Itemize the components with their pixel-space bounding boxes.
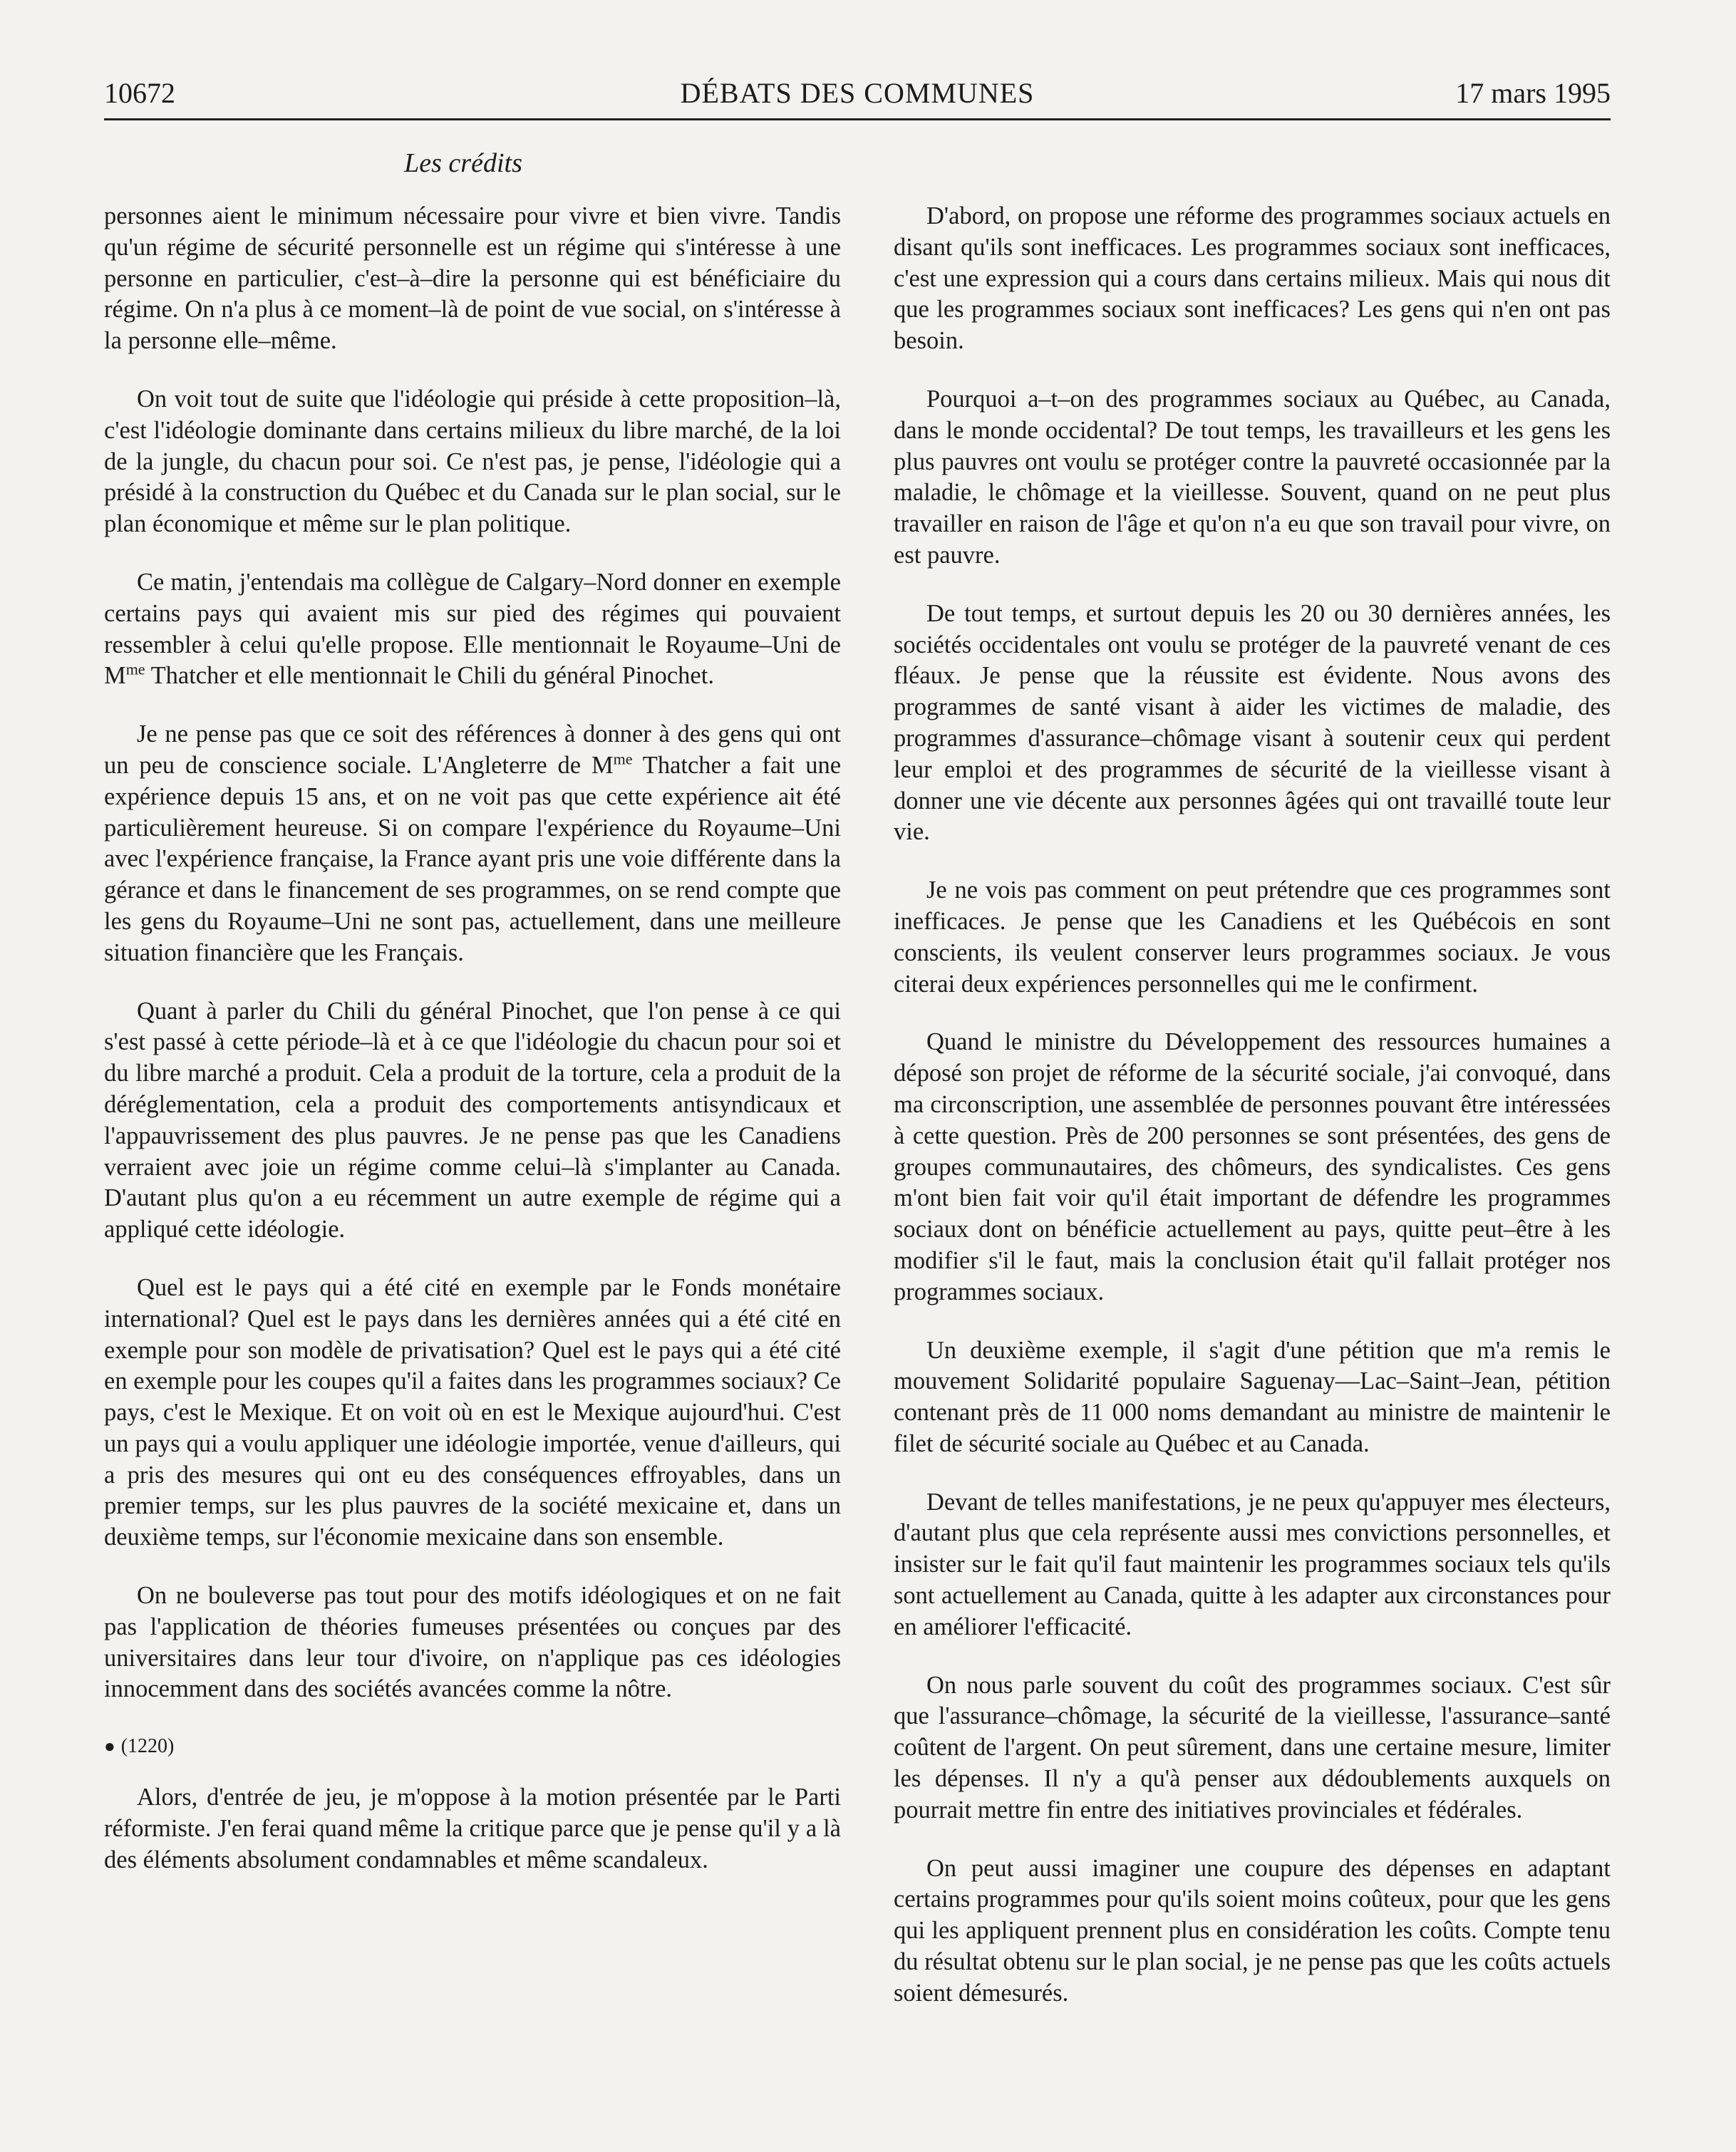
paragraph-text: Thatcher et elle mentionnait le Chili du général Pinochet. bbox=[145, 662, 714, 690]
time-marker bbox=[104, 1732, 841, 1761]
paragraph-text: Ce matin, j'entendais ma collègue de Calgary–Nord donner en exemple certains pays qui avaient mis sur pied des régimes qui pouvaient ressembler à celui qu'elle propose. Elle mentionnait le Royaume–Uni de M bbox=[104, 568, 841, 690]
time-marker-text: (1220) bbox=[120, 1735, 175, 1758]
paragraph: D'abord, on propose une réforme des programmes sociaux actuels en disant qu'ils sont inefficaces. Les programmes sociaux sont inefficaces, c'est une expression qui a cours dans certains milieux. Mais qui nous dit que les programmes sociaux sont inefficaces? Les gens qui n'en ont pas besoin. bbox=[894, 202, 1611, 355]
left-column bbox=[104, 201, 841, 1903]
page-header bbox=[104, 74, 1611, 120]
paragraph: Quel est le pays qui a été cité en exemple par le Fonds monétaire international? Quel est le pays dans les dernières années qui a été cité en exemple pour son modèle de privatisation? Quel est le pays qui a été cité en exemple pour les coupes qu'il a faites dans les programmes sociaux? Ce pays, c'est le Mexique. Et on voit où en est le Mexique aujourd'hui. C'est un pays qui a voulu appliquer une idéologie importée, venue d'ailleurs, qui a pris des mesures qui ont eu des conséquences effroyables, dans un premier temps, sur les plus pauvres de la société mexicaine et, dans un deuxième temps, sur l'économie mexicaine dans son ensemble. bbox=[104, 1273, 841, 1551]
section-title: Les crédits bbox=[404, 148, 522, 178]
right-column bbox=[894, 201, 1611, 2037]
superscript: me bbox=[613, 750, 633, 768]
paragraph: Alors, d'entrée de jeu, je m'oppose à la motion présentée par le Parti réformiste. J'en ferai quand même la critique parce que je pense qu'il y a là des éléments absolument condamnables et même scandaleux. bbox=[104, 1784, 841, 1873]
paragraph: On voit tout de suite que l'idéologie qui préside à cette proposition–là, c'est l'idéologie dominante dans certains milieux du libre marché, de la loi de la jungle, du chacun pour soi. Ce n'est pas, je pense, l'idéologie qui a présidé à la construction du Québec et du Canada sur le plan social, sur le plan économique et même sur le plan politique. bbox=[104, 385, 841, 538]
paragraph-text: Je ne pense pas que ce soit des références à donner à des gens qui ont un peu de conscience sociale. L'Angleterre de M bbox=[104, 720, 841, 779]
publication-title: DÉBATS DES COMMUNES bbox=[680, 77, 1035, 109]
publication-date: 17 mars 1995 bbox=[1455, 77, 1611, 109]
paragraph bbox=[104, 567, 841, 692]
paragraph: Je ne vois pas comment on peut prétendre que ces programmes sont inefficaces. Je pense que les Canadiens et les Québécois en sont conscients, ils veulent conserver leurs programmes sociaux. Je vous citerai deux expériences personnelles qui me le confirment. bbox=[894, 876, 1611, 998]
paragraph: On nous parle souvent du coût des programmes sociaux. C'est sûr que l'assurance–chômage, la sécurité de la vieillesse, l'assurance–santé coûtent de l'argent. On peut sûrement, dans une certaine mesure, limiter les dépenses. Il n'y a qu'à penser aux dédoublements auxquels on pourrait mettre fin entre des initiatives provinciales et fédérales. bbox=[894, 1671, 1611, 1823]
paragraph: Quand le ministre du Développement des ressources humaines a déposé son projet de réforme de la sécurité sociale, j'ai convoqué, dans ma circonscription, une assemblée de personnes pouvant être intéressées à cette question. Près de 200 personnes se sont présentées, des gens de groupes communautaires, des chômeurs, des syndicalistes. Ces gens m'ont bien fait voir qu'il était important de défendre les programmes sociaux dont on bénéficie actuellement au pays, quitte peut–être à les modifier s'il le faut, mais la conclusion était qu'il fallait protéger nos programmes sociaux. bbox=[894, 1028, 1611, 1305]
bullet-icon: ● bbox=[104, 1736, 115, 1757]
superscript: me bbox=[125, 660, 145, 678]
paragraph-text: Thatcher a fait une expérience depuis 15 ans, et on ne voit pas que cette expérience ait été particulièrement heureuse. Si on compare l'expérience du Royaume–Uni avec l'expérience française, la France ayant pris une voie différente dans la gérance et dans le financement de ses programmes, on se rend compte que les gens du Royaume–Uni ne sont pas, actuellement, dans une meilleure situation financière que les Français. bbox=[104, 751, 842, 966]
paragraph: personnes aient le minimum nécessaire pour vivre et bien vivre. Tandis qu'un régime de sécurité personnelle est un régime qui s'intéresse à une personne en particulier, c'est–à–dire la personne qui est bénéficiaire du régime. On n'a plus à ce moment–là de point de vue social, on s'intéresse à la personne elle–même. bbox=[104, 202, 841, 355]
paragraph: On peut aussi imaginer une coupure des dépenses en adaptant certains programmes pour qu'ils soient moins coûteux, pour que les gens qui les appliquent prennent plus en considération les coûts. Compte tenu du résultat obtenu sur le plan social, je ne pense pas que les coûts actuels soient démesurés. bbox=[894, 1854, 1611, 2007]
paragraph: Devant de telles manifestations, je ne peux qu'appuyer mes électeurs, d'autant plus que cela représente aussi mes convictions personnelles, et insister sur le fait qu'il faut maintenir les programmes sociaux tels qu'ils sont actuellement au Canada, quitte à les adapter aux circonstances pour en améliorer l'efficacité. bbox=[894, 1488, 1611, 1640]
paragraph: Pourquoi a–t–on des programmes sociaux au Québec, au Canada, dans le monde occidental? De tout temps, les travailleurs et les gens les plus pauvres ont voulu se protéger contre la pauvreté occasionnée par la maladie, le chômage et la vieillesse. Souvent, quand on ne peut plus travailler en raison de l'âge et qu'on n'a eu que son travail pour vivre, on est pauvre. bbox=[894, 385, 1611, 569]
page-number: 10672 bbox=[104, 77, 175, 109]
paragraph bbox=[104, 719, 841, 968]
paragraph: On ne bouleverse pas tout pour des motifs idéologiques et on ne fait pas l'application de théories fumeuses présentées ou conçues par des universitaires dans leur tour d'ivoire, on n'applique pas ces idéologies innocemment dans des sociétés avancées comme la nôtre. bbox=[104, 1582, 841, 1703]
paragraph: De tout temps, et surtout depuis les 20 ou 30 dernières années, les sociétés occidentales ont voulu se protéger de la pauvreté venant de ces fléaux. Je pense que la réussite est évidente. Nous avons des programmes de santé visant à aider les victimes de maladie, des programmes d'assurance–chômage visant à soutenir ceux qui perdent leur emploi et des programmes de sécurité de la vieillesse visant à donner une vie décente aux personnes âgées qui ont travaillé toute leur vie. bbox=[894, 599, 1611, 846]
paragraph: Un deuxième exemple, il s'agit d'une pétition que m'a remis le mouvement Solidarité populaire Saguenay—Lac–Saint–Jean, pétition contenant près de 11 000 noms demandant au ministre de maintenir le filet de sécurité sociale au Québec et au Canada. bbox=[894, 1336, 1611, 1457]
paragraph: Quant à parler du Chili du général Pinochet, que l'on pense à ce qui s'est passé à cette période–là et à ce que l'idéologie du chacun pour soi et du libre marché a produit. Cela a produit de la torture, cela a produit de la déréglementation, cela a produit des comportements antisyndicaux et l'appauvrissement des plus pauvres. Je ne pense pas que les Canadiens verraient avec joie un régime comme celui–là s'implanter au Canada. D'autant plus qu'on a eu récemment un autre exemple de régime qui a appliqué cette idéologie. bbox=[104, 997, 841, 1243]
